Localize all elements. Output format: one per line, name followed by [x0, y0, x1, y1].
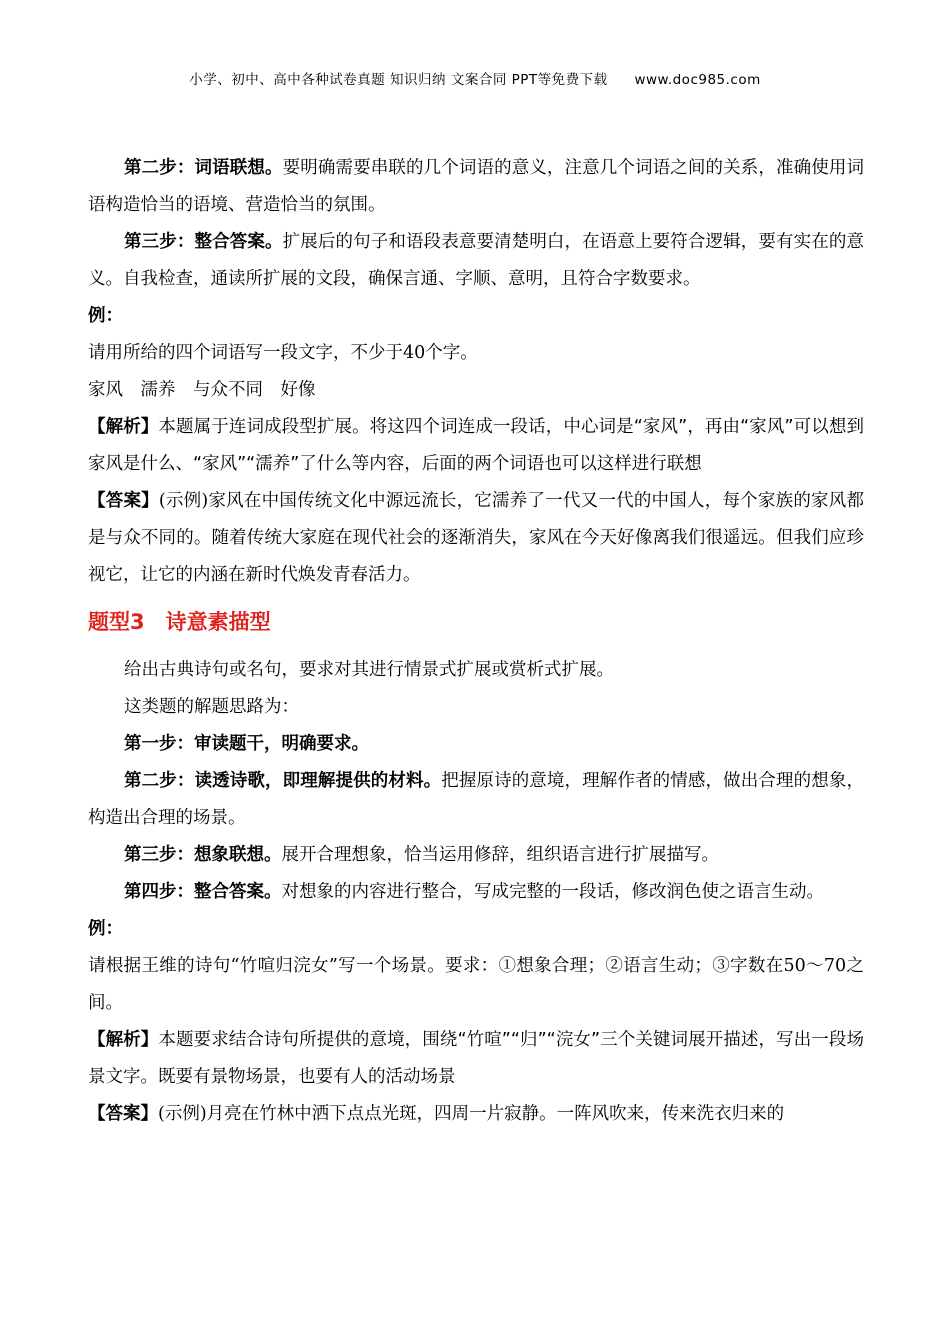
example-label: 例：: [88, 919, 123, 939]
analysis-text: 本题属于连词成段型扩展。将这四个词连成一段话，中心词是“家风”，再由“家风”可以想到家风是什么、“家风”“濡养”了什么等内容，后面的两个词语也可以这样进行联想: [88, 417, 864, 474]
page-header: [0, 68, 950, 88]
analysis-paragraph: [88, 1022, 864, 1096]
answer-text: (示例)家风在中国传统文化中源远流长，它濡养了一代又一代的中国人，每个家族的家风都是与众不同的。随着传统大家庭在现代社会的逐渐消失，家风在今天好像离我们很遥远。但我们应珍视它，让它的内涵在新时代焕发青春活力。: [88, 491, 865, 585]
header-text: 小学、初中、高中各种试卷真题 知识归纳 文案合同 PPT等免费下载: [189, 72, 608, 88]
example-question: 请根据王维的诗句“竹喧归浣女”写一个场景。要求：①想象合理；②语言生动；③字数在50～70之间。: [88, 956, 864, 1013]
step2-paragraph: [88, 763, 864, 837]
answer-paragraph: [88, 1096, 864, 1133]
step4-paragraph: [88, 874, 864, 911]
example-question: 请用所给的四个词语写一段文字，不少于40个字。: [88, 343, 478, 363]
step3-paragraph: [88, 224, 864, 298]
step-text: 扩展后的句子和语段表意要清楚明白，在语意上要符合逻辑，要有实在的意义。自我检查，通读所扩展的文段，确保言通、字顺、意明，且符合字数要求。: [88, 232, 865, 289]
step-text: 展开合理想象，恰当运用修辞，组织语言进行扩展描写。: [281, 845, 719, 865]
document-body: [88, 150, 864, 1133]
example-label: 例：: [88, 306, 123, 326]
section-heading: 题型3 诗意素描型: [88, 610, 271, 634]
answer-text: (示例)月亮在竹林中洒下点点光斑，四周一片寂静。一阵风吹来，传来洗衣归来的: [158, 1104, 785, 1124]
analysis-text: 本题要求结合诗句所提供的意境，围绕“竹喧”“归”“浣女”三个关键词展开描述，写出一段场景文字。既要有景物场景，也要有人的活动场景: [88, 1030, 864, 1087]
step-text: 要明确需要串联的几个词语的意义，注意几个词语之间的关系，准确使用词语构造恰当的语境、营造恰当的氛围。: [88, 158, 865, 215]
analysis-paragraph: [88, 409, 864, 483]
analysis-label: 【解析】: [88, 417, 159, 437]
step-label: 第三步：整合答案。: [124, 232, 283, 252]
step-label: 第四步：整合答案。: [124, 882, 282, 902]
example-words: 家风 濡养 与众不同 好像: [88, 380, 316, 400]
intro-paragraph: 这类题的解题思路为：: [124, 697, 299, 717]
step-label: 第二步：词语联想。: [124, 158, 283, 178]
step-label: 第二步：读透诗歌，即理解提供的材料。: [124, 771, 442, 791]
answer-label: 【答案】: [88, 491, 159, 511]
step-label: 第三步：想象联想。: [124, 845, 282, 865]
step-text: 对想象的内容进行整合，写成完整的一段话，修改润色使之语言生动。: [281, 882, 824, 902]
step3-paragraph: [88, 837, 864, 874]
header-site-link[interactable]: www.doc985.com: [634, 72, 761, 88]
intro-paragraph: 给出古典诗句或名句，要求对其进行情景式扩展或赏析式扩展。: [124, 660, 614, 680]
answer-paragraph: [88, 483, 864, 594]
answer-label: 【答案】: [88, 1104, 158, 1124]
step-text: 把握原诗的意境，理解作者的情感，做出合理的想象，构造出合理的场景。: [88, 771, 865, 828]
step2-paragraph: [88, 150, 864, 224]
analysis-label: 【解析】: [88, 1030, 159, 1050]
step1-paragraph: 第一步：审读题干，明确要求。: [124, 734, 369, 754]
